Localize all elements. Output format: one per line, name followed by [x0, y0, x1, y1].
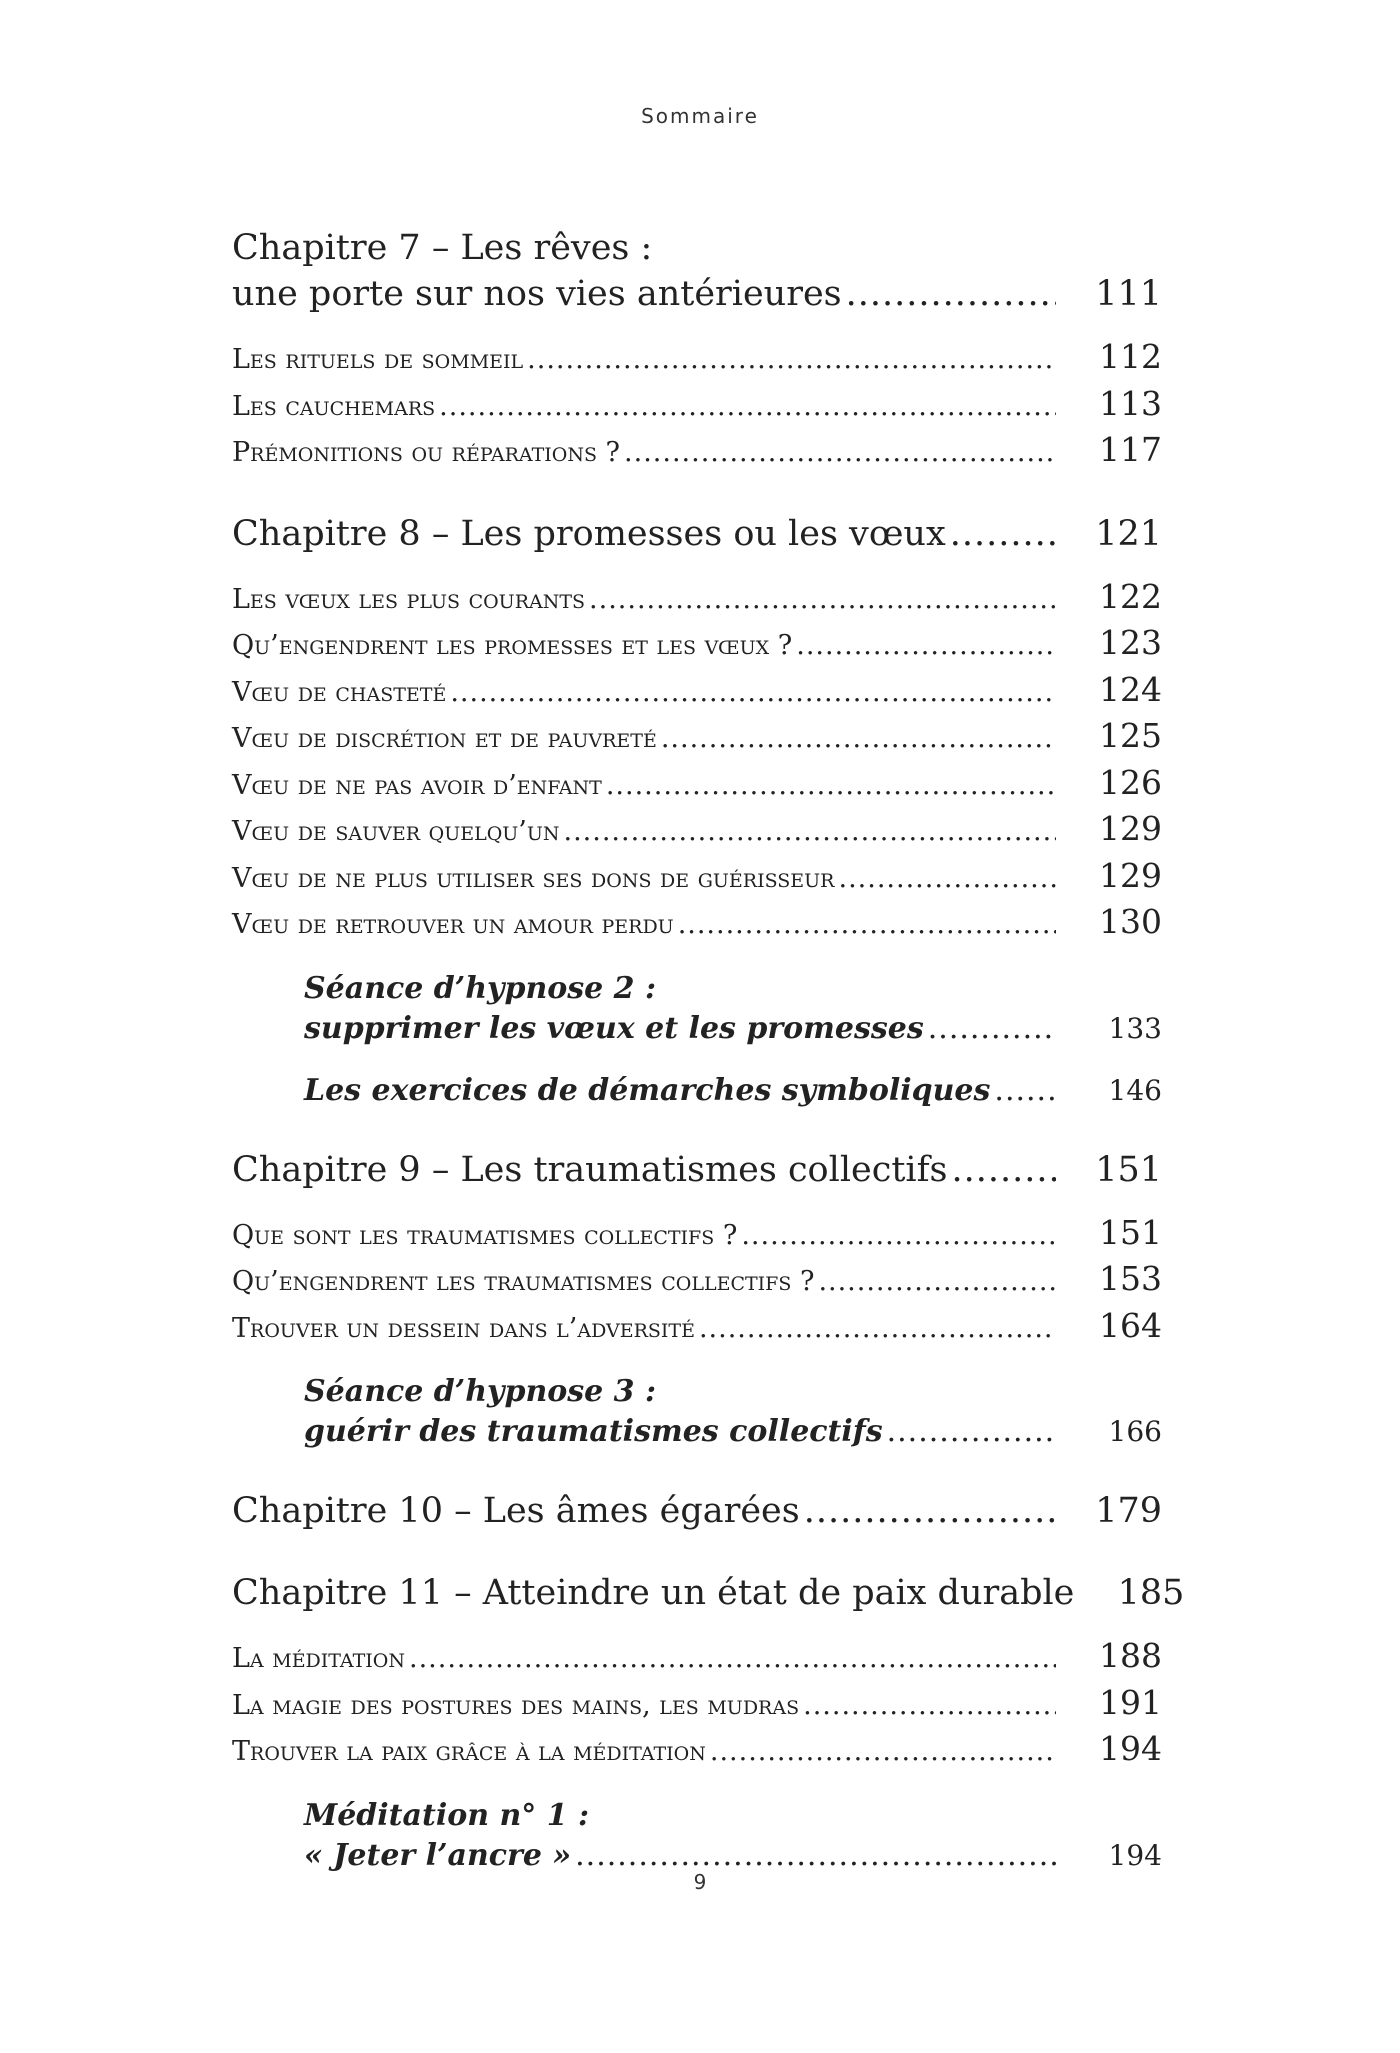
page-ref: 153 [1099, 1259, 1162, 1298]
page-ref: 113 [1099, 383, 1162, 423]
page-ref: 151 [1095, 1149, 1162, 1190]
dot-leader [952, 1147, 1056, 1193]
toc-section[interactable] [232, 1211, 1162, 1258]
exercise-title-line2: guérir des traumatismes collectifs [304, 1414, 883, 1449]
page-ref: 188 [1099, 1636, 1162, 1675]
page-ref: 129 [1099, 855, 1162, 895]
toc-section[interactable] [232, 807, 1162, 854]
toc-section[interactable] [232, 1634, 1162, 1681]
section-title: Vœu de ne pas avoir d’enfant [232, 769, 602, 801]
chapter-title: Chapitre 9 – Les traumatismes collectifs [232, 1149, 948, 1190]
page-ref: 130 [1099, 902, 1162, 941]
dot-leader [887, 1412, 1056, 1452]
section-title: Qu’engendrent les promesses et les vœux ? [232, 630, 793, 661]
dot-leader [527, 338, 1056, 382]
toc-section[interactable] [232, 1727, 1162, 1774]
exercise-title-line2: « Jeter l’ancre » [304, 1837, 572, 1873]
exercise-title-line1: Séance d’hypnose 2 : [304, 970, 657, 1006]
toc-section[interactable] [232, 1304, 1162, 1351]
section-title: Les rituels de sommeil [232, 344, 524, 375]
dot-leader [710, 1730, 1056, 1774]
page-ref: 151 [1099, 1212, 1162, 1252]
page-ref: 121 [1095, 513, 1162, 554]
exercise-title-line1: Méditation n° 1 : [304, 1797, 590, 1833]
dot-leader [804, 1488, 1056, 1534]
page-ref: 129 [1099, 809, 1162, 848]
dot-leader [994, 1071, 1056, 1111]
dot-leader [928, 1009, 1056, 1049]
toc-section[interactable] [232, 621, 1162, 668]
dot-leader [409, 1637, 1056, 1681]
table-of-contents [232, 225, 1185, 1876]
page-ref: 117 [1099, 430, 1162, 469]
toc-section[interactable] [232, 1681, 1162, 1728]
dot-leader [796, 624, 1056, 668]
dot-leader [624, 431, 1056, 475]
chapter-title-line2: une porte sur nos vies antérieures [232, 274, 842, 314]
toc-section[interactable] [232, 575, 1162, 622]
section-title: La magie des postures des mains, les mudras [232, 1689, 800, 1721]
page-ref: 185 [1117, 1573, 1185, 1613]
toc-chapter-9[interactable] [232, 1147, 1162, 1193]
toc-section[interactable] [232, 1257, 1162, 1304]
toc-exercise[interactable] [304, 1071, 1162, 1111]
dot-leader [450, 671, 1056, 715]
toc-section[interactable] [232, 761, 1162, 808]
toc-section[interactable] [232, 854, 1162, 901]
dot-leader [439, 385, 1056, 429]
toc-exercise[interactable] [304, 1372, 1162, 1452]
dot-leader [606, 764, 1056, 808]
page-ref: 112 [1099, 337, 1162, 376]
toc-section[interactable] [232, 428, 1162, 475]
section-title: Trouver un dessein dans l’adversité [232, 1312, 695, 1344]
chapter-title: Chapitre 8 – Les promesses ou les vœux [232, 513, 946, 554]
toc-section[interactable] [232, 900, 1162, 947]
dot-leader [661, 717, 1056, 761]
page-ref: 126 [1099, 762, 1162, 802]
page-ref: 179 [1095, 1491, 1162, 1531]
section-title: La méditation [232, 1643, 405, 1674]
dot-leader [564, 810, 1056, 854]
section-title: Vœu de retrouver un amour perdu [232, 909, 674, 940]
exercise-title-line2: supprimer les vœux et les promesses [304, 1010, 924, 1046]
page-ref: 194 [1108, 1838, 1162, 1872]
toc-chapter-7[interactable] [232, 225, 1162, 317]
dot-leader [803, 1684, 1056, 1728]
page-ref: 122 [1099, 576, 1162, 616]
chapter-title: Chapitre 11 – Atteindre un état de paix durable [232, 1573, 1075, 1613]
section-title: Vœu de sauver quelqu’un [232, 816, 560, 847]
page-ref: 191 [1099, 1682, 1162, 1722]
section-title: Vœu de ne plus utiliser ses dons de guérisseur [232, 862, 835, 894]
page-number: 9 [693, 1870, 707, 1894]
chapter-title: Chapitre 10 – Les âmes égarées [232, 1491, 800, 1531]
section-title: Trouver la paix grâce à la méditation [232, 1736, 706, 1767]
section-title: Vœu de chasteté [232, 676, 447, 708]
dot-leader [818, 1260, 1056, 1304]
section-title: Qu’engendrent les traumatismes collectifs ? [232, 1266, 815, 1297]
dot-leader [678, 903, 1056, 947]
section-title: Les cauchemars [232, 390, 436, 422]
toc-chapter-8[interactable] [232, 511, 1162, 557]
page-ref: 133 [1108, 1011, 1162, 1045]
page-ref: 166 [1108, 1415, 1162, 1448]
page-ref: 164 [1099, 1305, 1162, 1345]
page-ref: 146 [1108, 1073, 1162, 1107]
toc-section[interactable] [232, 714, 1162, 761]
toc-section[interactable] [232, 382, 1162, 429]
dot-leader [846, 271, 1056, 317]
toc-section[interactable] [232, 335, 1162, 382]
page-ref: 194 [1099, 1729, 1162, 1768]
section-title: Que sont les traumatismes collectifs ? [232, 1219, 738, 1251]
page-ref: 124 [1099, 669, 1162, 709]
exercise-title-line1: Séance d’hypnose 3 : [304, 1374, 657, 1409]
dot-leader [589, 578, 1056, 622]
toc-exercise[interactable] [304, 969, 1162, 1049]
toc-chapter-10[interactable] [232, 1488, 1162, 1534]
section-title: Prémonitions ou réparations ? [232, 437, 621, 468]
chapter-title-line1: Chapitre 7 – Les rêves : [232, 228, 653, 268]
toc-section[interactable] [232, 668, 1162, 715]
dot-leader [839, 857, 1057, 901]
page-ref: 125 [1099, 716, 1162, 755]
section-title: Les vœux les plus courants [232, 583, 586, 615]
page-ref: 111 [1095, 274, 1162, 314]
section-title: Vœu de discrétion et de pauvreté [232, 723, 657, 754]
toc-exercise[interactable] [304, 1796, 1162, 1876]
toc-chapter-11[interactable] [232, 1570, 1185, 1616]
dot-leader [950, 511, 1056, 557]
running-head: Sommaire [641, 104, 759, 128]
page-ref: 123 [1099, 623, 1162, 662]
dot-leader [741, 1214, 1056, 1258]
exercise-title: Les exercices de démarches symboliques [304, 1072, 991, 1108]
dot-leader [699, 1307, 1056, 1351]
